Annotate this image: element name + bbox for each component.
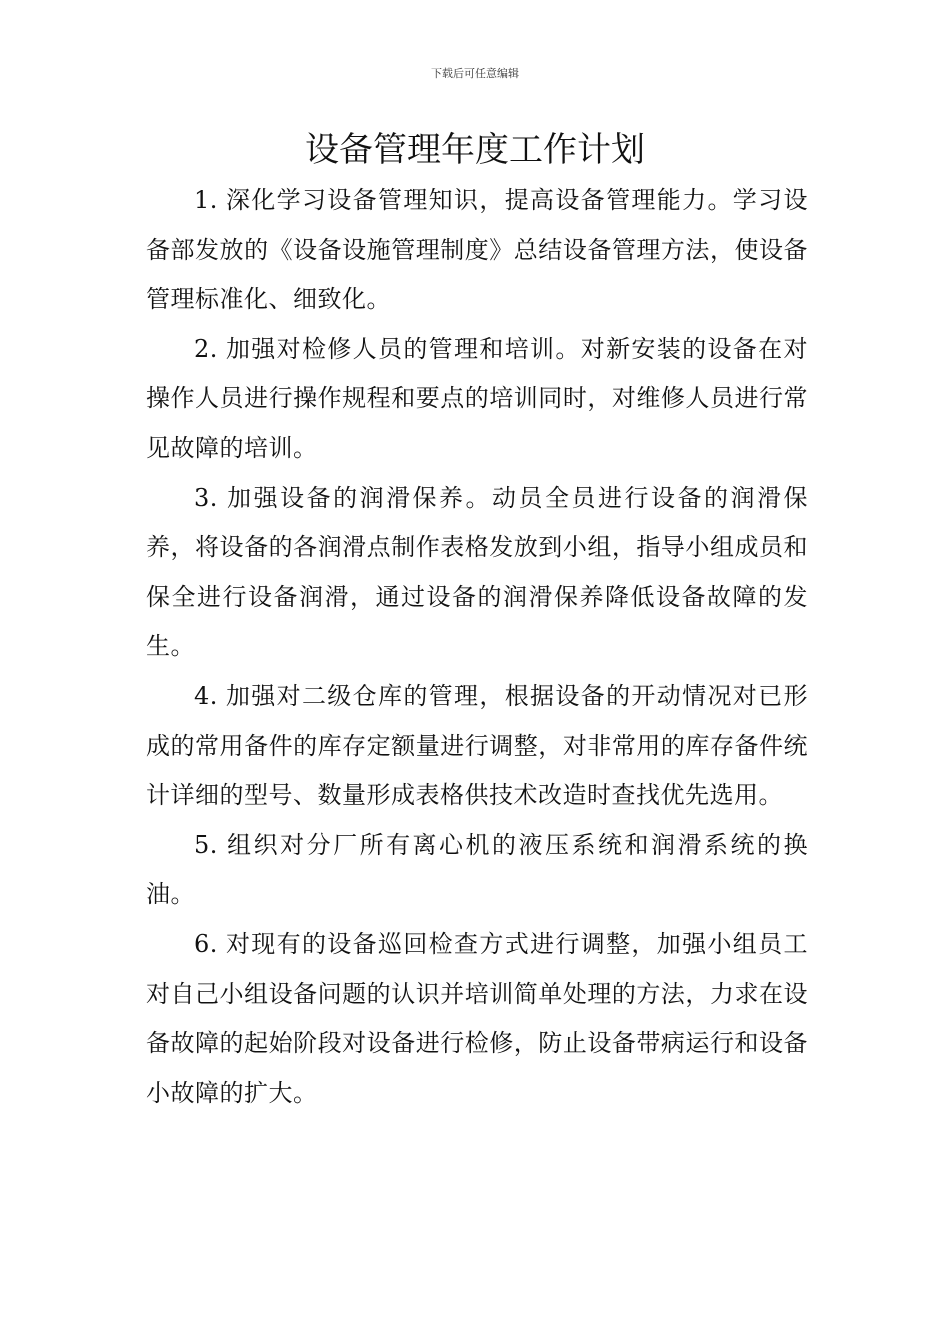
paragraph-text: 加强对二级仓库的管理，根据设备的开动情况对已形成的常用备件的库存定额量进行调整，对非常用的库存备件统计详细的型号、数量形成表格供技术改造时查找优先选用。 xyxy=(146,681,808,810)
paragraph-2 xyxy=(146,325,808,474)
paragraph-3 xyxy=(146,474,808,672)
paragraph-text: 深化学习设备管理知识，提高设备管理能力。学习设备部发放的《设备设施管理制度》总结设备管理方法，使设备管理标准化、细致化。 xyxy=(146,186,808,314)
paragraph-number: 3. xyxy=(194,483,218,512)
paragraph-number: 6. xyxy=(194,929,218,958)
document-body xyxy=(146,176,808,1118)
paragraph-1 xyxy=(146,176,808,325)
paragraph-text: 加强对检修人员的管理和培训。对新安装的设备在对操作人员进行操作规程和要点的培训同时，对维修人员进行常见故障的培训。 xyxy=(146,334,808,462)
paragraph-5 xyxy=(146,821,808,920)
paragraph-number: 1. xyxy=(194,186,218,214)
header-note: 下载后可任意编辑 xyxy=(431,67,519,80)
paragraph-4 xyxy=(146,672,808,821)
paragraph-6 xyxy=(146,920,808,1118)
paragraph-number: 4. xyxy=(194,681,218,710)
paragraph-text: 组织对分厂所有离心机的液压系统和润滑系统的换油。 xyxy=(146,830,808,909)
document-title: 设备管理年度工作计划 xyxy=(305,130,645,170)
paragraph-text: 对现有的设备巡回检查方式进行调整，加强小组员工对自己小组设备问题的认识并培训简单处理的方法，力求在设备故障的起始阶段对设备进行检修，防止设备带病运行和设备小故障的扩大。 xyxy=(146,929,808,1107)
paragraph-number: 5. xyxy=(194,830,218,859)
paragraph-text: 加强设备的润滑保养。动员全员进行设备的润滑保养，将设备的各润滑点制作表格发放到小组，指导小组成员和保全进行设备润滑，通过设备的润滑保养降低设备故障的发生。 xyxy=(146,483,808,661)
paragraph-number: 2. xyxy=(194,334,218,363)
